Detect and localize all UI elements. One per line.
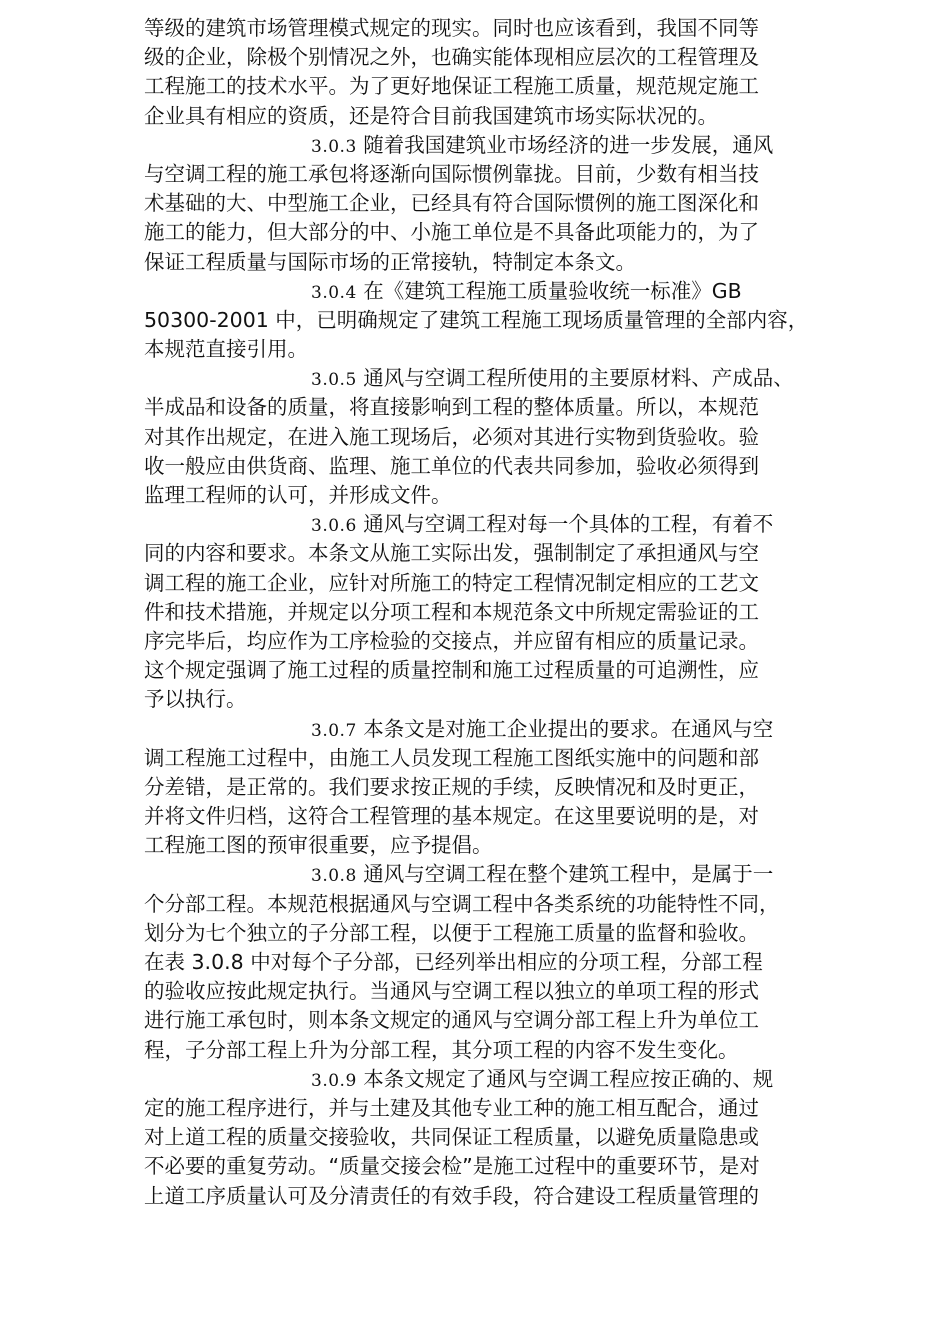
line-text: 通风与空调工程在整个建筑工程中，是属于一: [363, 862, 774, 887]
section-number: 3.0.8: [311, 866, 357, 887]
line-text: 保证工程质量与国际市场的正常接轨，特制定本条文。: [144, 249, 636, 274]
paragraph-line: [144, 248, 844, 277]
line-text: 对其作出规定，在进入施工现场后，必须对其进行实物到货验收。验: [144, 424, 759, 449]
paragraph-line: [144, 1182, 844, 1211]
paragraph-line: [144, 1152, 844, 1181]
paragraph-line: [144, 14, 844, 43]
paragraph-line: [144, 423, 844, 452]
line-text: 定的施工程序进行，并与土建及其他专业工种的施工相互配合，通过: [144, 1095, 759, 1120]
line-text: 本条文是对施工企业提出的要求。在通风与空: [363, 716, 774, 741]
line-text: 工程施工图的预审很重要，应予提倡。: [144, 833, 493, 858]
paragraph-line: [144, 569, 844, 598]
paragraph-line: [144, 802, 844, 831]
section-number: 3.0.7: [311, 720, 357, 741]
line-text: 监理工程师的认可，并形成文件。: [144, 483, 452, 507]
line-text: 序完毕后，均应作为工序检验的交接点，并应留有相应的质量记录。: [144, 628, 759, 653]
section-number: 3.0.9: [311, 1070, 357, 1091]
paragraph-line: [144, 948, 844, 977]
paragraph-line: [144, 627, 844, 656]
section-number: 3.0.5: [311, 370, 357, 391]
line-text: 施工的能力，但大部分的中、小施工单位是不具备此项能力的，为了: [144, 220, 759, 245]
paragraph-line: [144, 656, 844, 685]
line-text: 并将文件归档，这符合工程管理的基本规定。在这里要说明的是，对: [144, 804, 759, 829]
paragraph-line: [144, 598, 844, 627]
paragraph-line: [144, 1065, 844, 1094]
paragraph-line: [144, 977, 844, 1006]
paragraph-line: [144, 131, 844, 160]
body-text: [144, 14, 844, 1211]
paragraph-line: [144, 102, 844, 131]
line-text: 这个规定强调了施工过程的质量控制和施工过程质量的可追溯性，应: [144, 658, 759, 683]
section-number: 3.0.3: [311, 136, 357, 157]
line-text: 术基础的大、中型施工企业，已经具有符合国际惯例的施工图深化和: [144, 191, 759, 216]
paragraph-line: [144, 452, 844, 481]
paragraph-line: [144, 1094, 844, 1123]
paragraph-line: [144, 218, 844, 247]
section-number: 3.0.6: [311, 516, 357, 537]
line-text: 等级的建筑市场管理模式规定的现实。同时也应该看到，我国不同等: [144, 16, 759, 40]
line-text: 与空调工程的施工承包将逐渐向国际惯例靠拢。目前，少数有相当技: [144, 161, 759, 186]
line-text: 对上道工程的质量交接验收，共同保证工程质量，以避免质量隐患或: [144, 1125, 759, 1150]
line-text: 个分部工程。本规范根据通风与空调工程中各类系统的功能特性不同，: [144, 891, 780, 916]
paragraph-line: [144, 277, 844, 306]
line-text: 本条文规定了通风与空调工程应按正确的、规: [363, 1066, 774, 1091]
line-text: 半成品和设备的质量，将直接影响到工程的整体质量。所以，本规范: [144, 395, 759, 420]
paragraph-line: [144, 919, 844, 948]
line-text: 上道工序质量认可及分清责任的有效手段，符合建设工程质量管理的: [144, 1183, 759, 1208]
line-text: 调工程施工过程中，由施工人员发现工程施工图纸实施中的问题和部: [144, 745, 759, 770]
line-text: 进行施工承包时，则本条文规定的通风与空调分部工程上升为单位工: [144, 1008, 759, 1033]
paragraph-line: [144, 189, 844, 218]
paragraph-line: [144, 890, 844, 919]
line-text: 程，子分部工程上升为分部工程，其分项工程的内容不发生变化。: [144, 1037, 739, 1062]
paragraph-line: [144, 831, 844, 860]
paragraph-line: [144, 481, 844, 510]
line-text: 通风与空调工程对每一个具体的工程，有着不: [363, 512, 774, 537]
line-text: 同的内容和要求。本条文从施工实际出发，强制制定了承担通风与空: [144, 541, 759, 566]
paragraph-line: [144, 364, 844, 393]
paragraph-line: [144, 510, 844, 539]
line-text: 划分为七个独立的子分部工程，以便于工程施工质量的监督和验收。: [144, 920, 759, 945]
line-text: 本规范直接引用。: [144, 337, 308, 362]
paragraph-line: [144, 1036, 844, 1065]
paragraph-line: [144, 160, 844, 189]
paragraph-line: [144, 773, 844, 802]
paragraph-line: [144, 860, 844, 889]
paragraph-line: [144, 72, 844, 101]
line-text: 在《建筑工程施工质量验收统一标准》GB: [363, 278, 742, 303]
line-text: 收一般应由供货商、监理、施工单位的代表共同参加，验收必须得到: [144, 453, 759, 478]
line-text: 级的企业，除极个别情况之外，也确实能体现相应层次的工程管理及: [144, 45, 759, 70]
line-text: 在表 3.0.8 中对每个子分部，已经列举出相应的分项工程，分部工程: [144, 950, 763, 974]
paragraph-line: [144, 715, 844, 744]
line-text: 调工程的施工企业，应针对所施工的特定工程情况制定相应的工艺文: [144, 570, 759, 595]
line-text: 50300-2001 中，已明确规定了建筑工程施工现场质量管理的全部内容，: [144, 307, 809, 332]
line-text: 的验收应按此规定执行。当通风与空调工程以独立的单项工程的形式: [144, 979, 759, 1004]
line-text: 通风与空调工程所使用的主要原材料、产成品、: [363, 366, 794, 391]
line-text: 企业具有相应的资质，还是符合目前我国建筑市场实际状况的。: [144, 103, 718, 128]
paragraph-line: [144, 744, 844, 773]
paragraph-line: [144, 1006, 844, 1035]
line-text: 工程施工的技术水平。为了更好地保证工程施工质量，规范规定施工: [144, 74, 759, 99]
paragraph-line: [144, 393, 844, 422]
section-number: 3.0.4: [311, 282, 357, 303]
paragraph-line: [144, 1123, 844, 1152]
paragraph-line: [144, 43, 844, 72]
paragraph-line: [144, 306, 844, 335]
line-text: 件和技术措施，并规定以分项工程和本规范条文中所规定需验证的工: [144, 599, 759, 624]
paragraph-line: [144, 335, 844, 364]
line-text: 不必要的重复劳动。“质量交接会检”是施工过程中的重要环节，是对: [144, 1154, 760, 1179]
paragraph-line: [144, 539, 844, 568]
line-text: 予以执行。: [144, 687, 247, 712]
paragraph-line: [144, 685, 844, 714]
line-text: 随着我国建筑业市场经济的进一步发展，通风: [363, 132, 774, 157]
line-text: 分差错，是正常的。我们要求按正规的手续，反映情况和及时更正，: [144, 774, 759, 799]
